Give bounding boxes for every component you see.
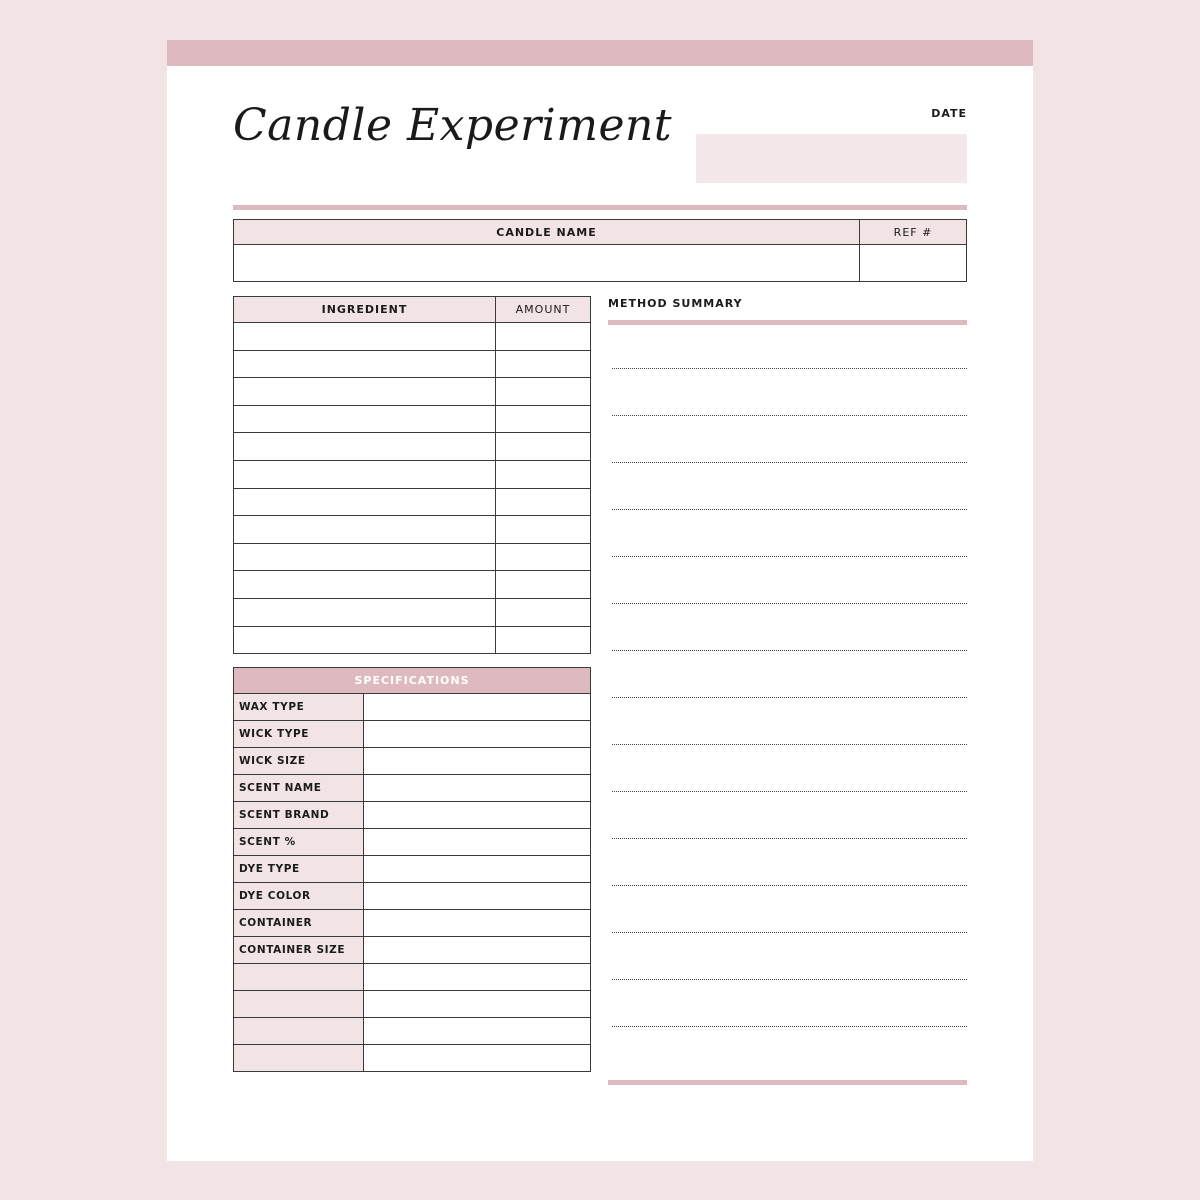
table-row — [234, 775, 591, 802]
amount-header: AMOUNT — [496, 297, 591, 323]
table-row — [234, 910, 591, 937]
method-line[interactable] — [612, 556, 967, 557]
ingredient-cell[interactable] — [234, 571, 496, 599]
specifications-table — [233, 667, 591, 1072]
amount-cell[interactable] — [496, 598, 591, 626]
ingredient-cell[interactable] — [234, 433, 496, 461]
table-row — [234, 964, 591, 991]
table-row — [234, 405, 591, 433]
table-row — [234, 323, 591, 351]
table-row — [234, 721, 591, 748]
spec-label[interactable] — [234, 1045, 364, 1072]
ingredient-cell[interactable] — [234, 405, 496, 433]
candle-name-table — [233, 219, 967, 282]
spec-value-cell[interactable] — [364, 1045, 591, 1072]
method-line[interactable] — [612, 885, 967, 886]
table-row — [234, 460, 591, 488]
spec-label[interactable] — [234, 991, 364, 1018]
amount-cell[interactable] — [496, 460, 591, 488]
method-line[interactable] — [612, 979, 967, 980]
spec-label[interactable] — [234, 1018, 364, 1045]
spec-label: WICK TYPE — [234, 721, 364, 748]
table-row — [234, 937, 591, 964]
top-accent-band — [167, 40, 1033, 66]
ref-number-field[interactable] — [860, 245, 967, 282]
spec-label: DYE TYPE — [234, 856, 364, 883]
ingredient-cell[interactable] — [234, 488, 496, 516]
table-row — [234, 856, 591, 883]
page-title: Candle Experiment — [233, 100, 673, 151]
ref-number-header: REF # — [860, 220, 967, 245]
method-line[interactable] — [612, 744, 967, 745]
table-row — [234, 571, 591, 599]
spec-value-cell[interactable] — [364, 991, 591, 1018]
method-bottom-rule — [608, 1080, 967, 1085]
date-field[interactable] — [696, 134, 967, 183]
amount-cell[interactable] — [496, 543, 591, 571]
table-row — [234, 802, 591, 829]
method-line[interactable] — [612, 650, 967, 651]
method-top-rule — [608, 320, 967, 325]
table-row — [234, 626, 591, 654]
amount-cell[interactable] — [496, 350, 591, 378]
table-row — [234, 694, 591, 721]
amount-cell[interactable] — [496, 323, 591, 351]
table-row — [234, 543, 591, 571]
spec-label: SCENT % — [234, 829, 364, 856]
ingredient-cell[interactable] — [234, 626, 496, 654]
spec-value-cell[interactable] — [364, 910, 591, 937]
method-line[interactable] — [612, 603, 967, 604]
spec-label: CONTAINER SIZE — [234, 937, 364, 964]
spec-value-cell[interactable] — [364, 937, 591, 964]
spec-label: WICK SIZE — [234, 748, 364, 775]
candle-name-field[interactable] — [234, 245, 860, 282]
spec-value-cell[interactable] — [364, 748, 591, 775]
spec-value-cell[interactable] — [364, 829, 591, 856]
spec-value-cell[interactable] — [364, 964, 591, 991]
ingredient-cell[interactable] — [234, 378, 496, 406]
table-row — [234, 748, 591, 775]
table-row — [234, 378, 591, 406]
spec-value-cell[interactable] — [364, 856, 591, 883]
amount-cell[interactable] — [496, 433, 591, 461]
worksheet-page — [167, 40, 1033, 1161]
candle-name-header: CANDLE NAME — [234, 220, 860, 245]
spec-label: CONTAINER — [234, 910, 364, 937]
date-label: DATE — [931, 107, 967, 120]
method-line[interactable] — [612, 415, 967, 416]
table-row — [234, 1045, 591, 1072]
method-summary-label: METHOD SUMMARY — [608, 297, 743, 310]
amount-cell[interactable] — [496, 488, 591, 516]
ingredient-cell[interactable] — [234, 598, 496, 626]
ingredient-header: INGREDIENT — [234, 297, 496, 323]
table-row — [234, 829, 591, 856]
table-row — [234, 350, 591, 378]
spec-value-cell[interactable] — [364, 721, 591, 748]
table-row — [234, 516, 591, 544]
ingredient-cell[interactable] — [234, 516, 496, 544]
table-row — [234, 883, 591, 910]
table-row — [234, 598, 591, 626]
method-line[interactable] — [612, 462, 967, 463]
method-line[interactable] — [612, 697, 967, 698]
spec-label[interactable] — [234, 964, 364, 991]
table-row — [234, 433, 591, 461]
spec-value-cell[interactable] — [364, 1018, 591, 1045]
spec-label: WAX TYPE — [234, 694, 364, 721]
table-row — [234, 488, 591, 516]
table-row — [234, 991, 591, 1018]
header-divider — [233, 205, 967, 210]
amount-cell[interactable] — [496, 378, 591, 406]
method-line[interactable] — [612, 791, 967, 792]
spec-label: SCENT NAME — [234, 775, 364, 802]
ingredient-cell[interactable] — [234, 543, 496, 571]
ingredient-cell[interactable] — [234, 460, 496, 488]
table-row — [234, 1018, 591, 1045]
spec-label: DYE COLOR — [234, 883, 364, 910]
spec-value-cell[interactable] — [364, 775, 591, 802]
specifications-header: SPECIFICATIONS — [234, 668, 591, 694]
method-line[interactable] — [612, 838, 967, 839]
spec-label: SCENT BRAND — [234, 802, 364, 829]
amount-cell[interactable] — [496, 516, 591, 544]
method-line[interactable] — [612, 509, 967, 510]
ingredient-cell[interactable] — [234, 323, 496, 351]
spec-value-cell[interactable] — [364, 883, 591, 910]
method-line[interactable] — [612, 1026, 967, 1027]
amount-cell[interactable] — [496, 571, 591, 599]
spec-value-cell[interactable] — [364, 802, 591, 829]
amount-cell[interactable] — [496, 626, 591, 654]
amount-cell[interactable] — [496, 405, 591, 433]
method-line[interactable] — [612, 368, 967, 369]
ingredient-table — [233, 296, 591, 654]
spec-value-cell[interactable] — [364, 694, 591, 721]
method-line[interactable] — [612, 932, 967, 933]
ingredient-cell[interactable] — [234, 350, 496, 378]
